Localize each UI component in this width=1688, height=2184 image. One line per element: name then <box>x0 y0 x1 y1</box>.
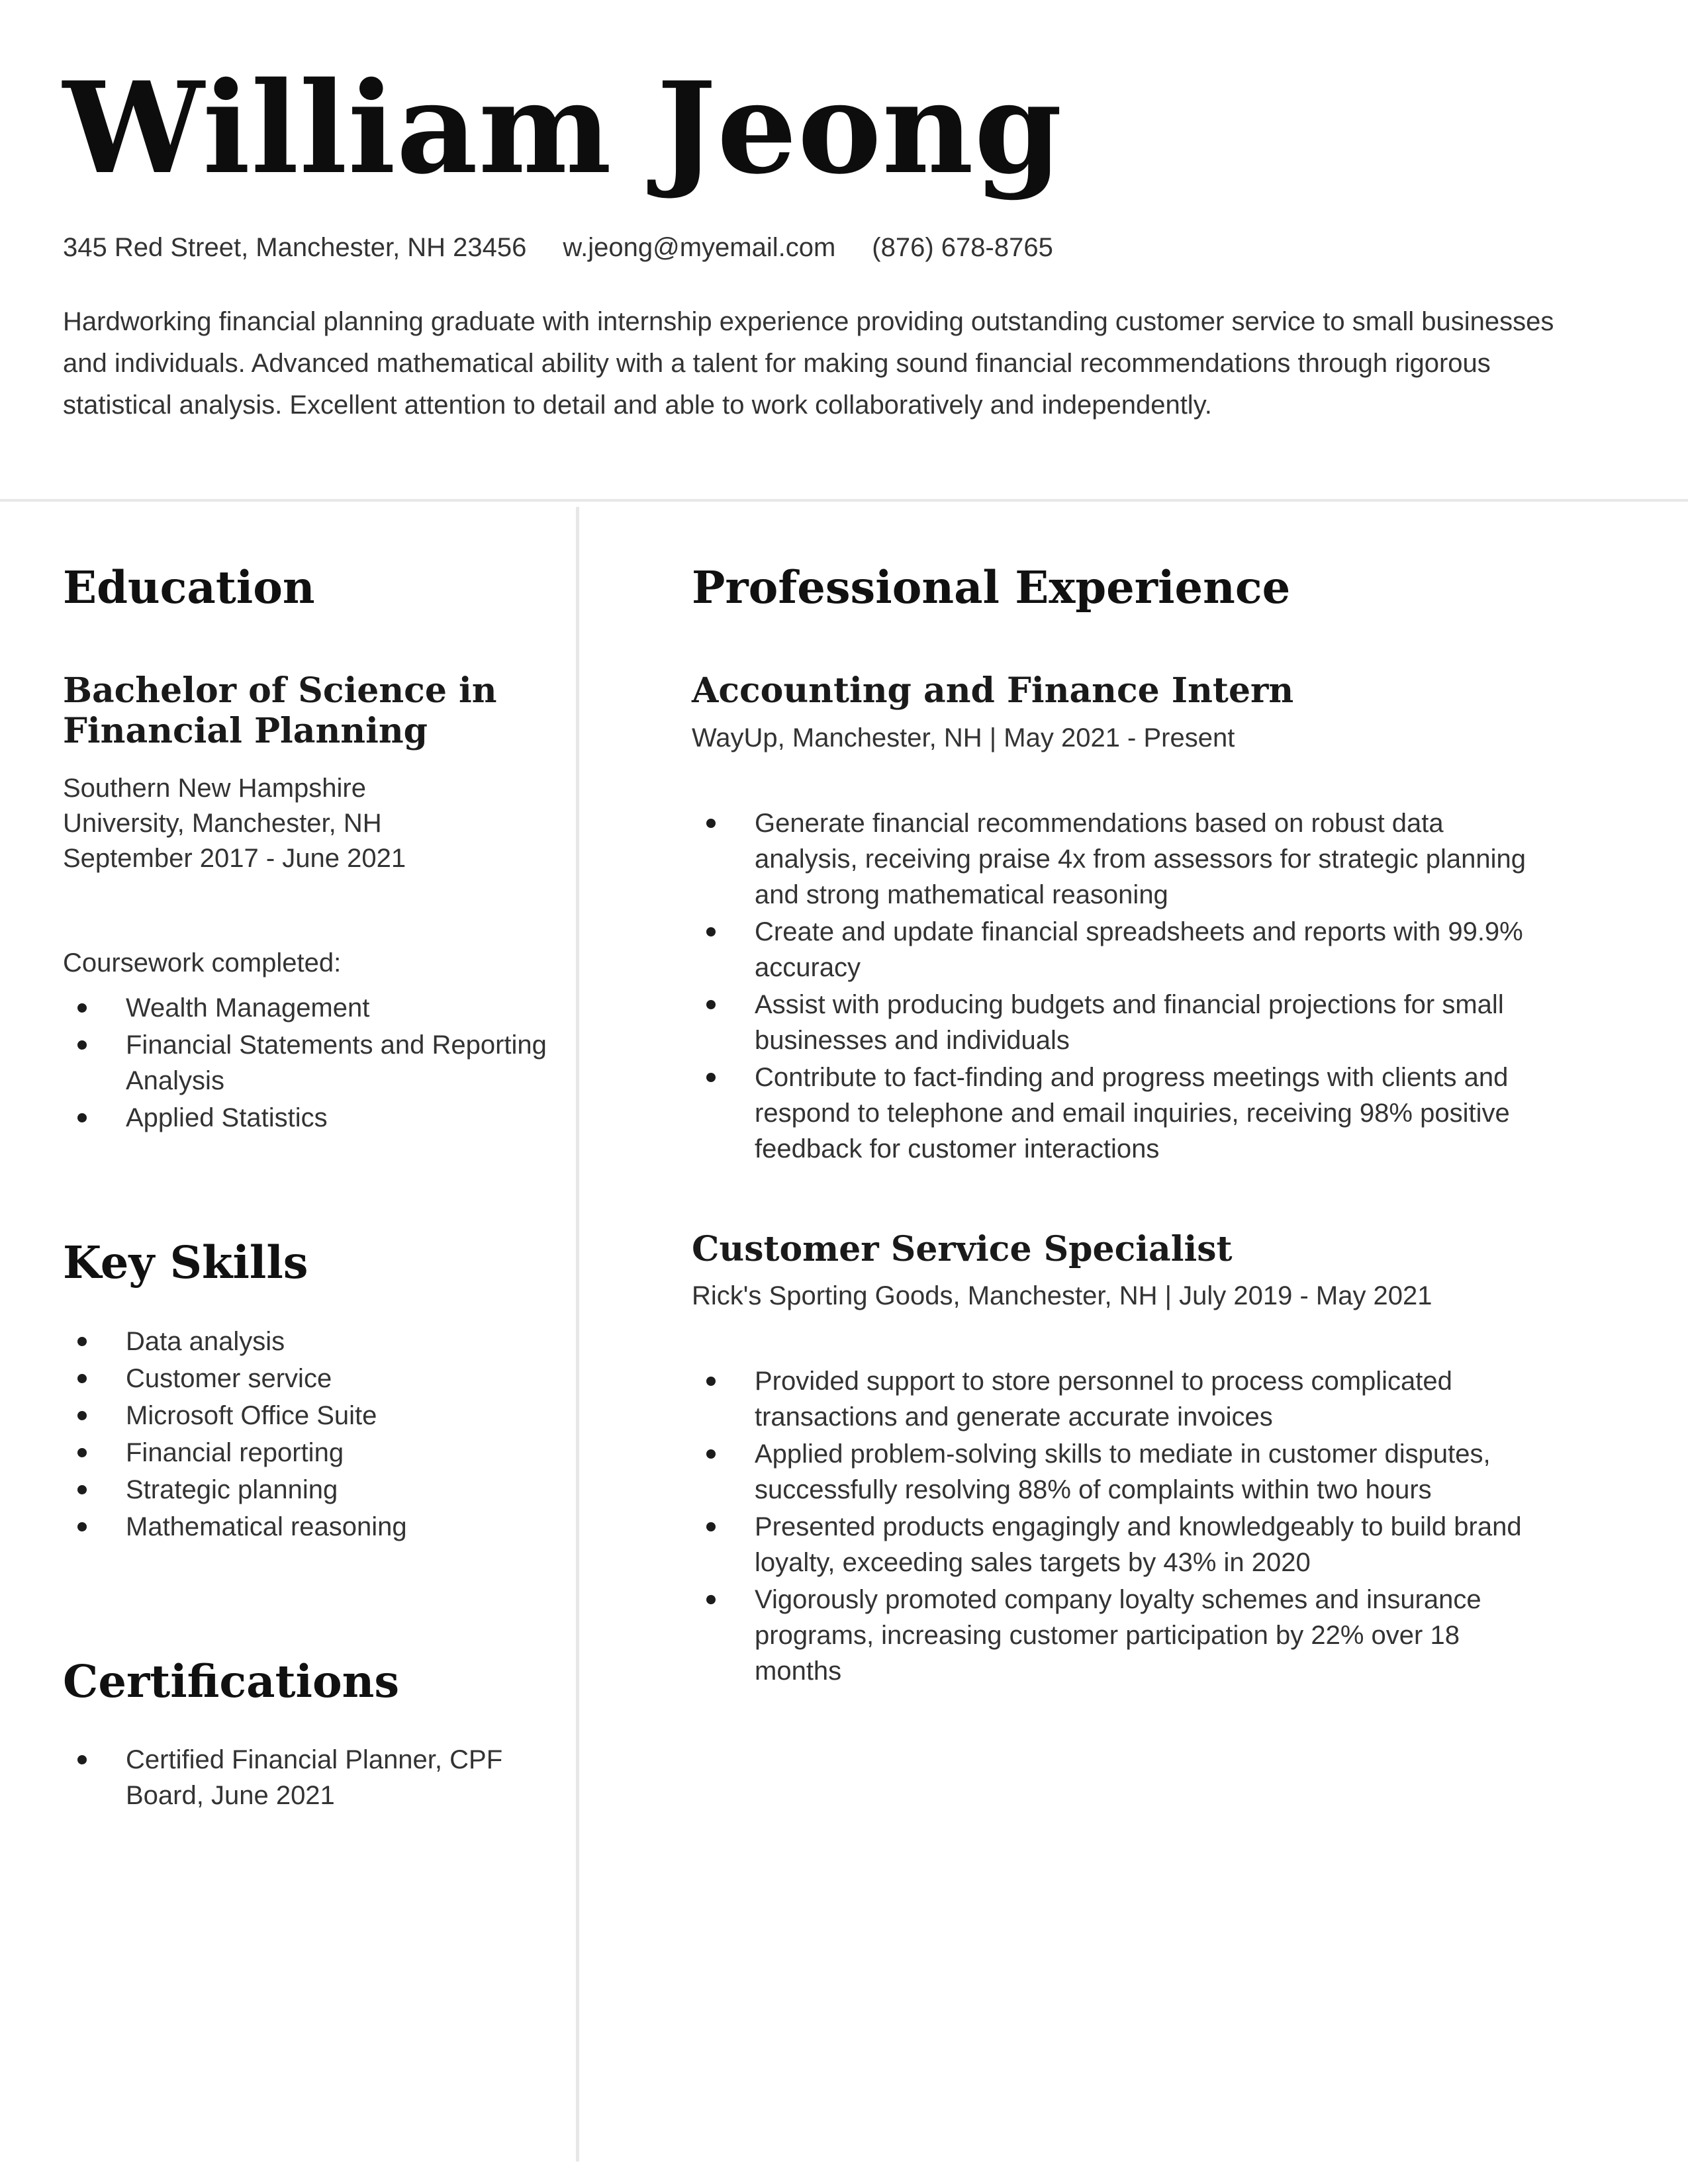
list-item: Presented products engagingly and knowledgeably to build brand loyalty, exceeding sales targets by 43% in 2020 <box>692 1509 1542 1580</box>
left-column <box>0 507 579 2161</box>
skills-list <box>63 1324 549 1545</box>
job-entry <box>692 671 1628 1166</box>
list-item: Customer service <box>63 1361 549 1396</box>
job-meta: WayUp, Manchester, NH | May 2021 - Present <box>692 723 1235 752</box>
list-item: Financial reporting <box>63 1435 549 1471</box>
job-bullets <box>692 1363 1628 1689</box>
job-entry <box>692 1230 1628 1689</box>
person-name: William Jeong <box>63 54 1063 202</box>
education-dates: September 2017 - June 2021 <box>63 843 406 873</box>
contact-line <box>63 233 1625 263</box>
list-item: Data analysis <box>63 1324 549 1359</box>
list-item: Applied problem-solving skills to mediate in customer disputes, successfully resolving 88% of complaints within two hours <box>692 1436 1542 1508</box>
certifications-heading: Certifications <box>63 1655 400 1707</box>
key-skills-heading: Key Skills <box>63 1236 308 1289</box>
list-item: Generate financial recommendations based on robust data analysis, receiving praise 4x from assessors for strategic planning and strong mathematical reasoning <box>692 805 1542 913</box>
list-item: Contribute to fact-finding and progress meetings with clients and respond to telephone and email inquiries, receiving 98% positive feedback for customer interactions <box>692 1060 1542 1167</box>
horizontal-divider <box>0 499 1688 502</box>
two-column-body <box>0 507 1688 2161</box>
list-item: Strategic planning <box>63 1472 549 1508</box>
certifications-list <box>63 1742 549 1813</box>
job-title: Accounting and Finance Intern <box>692 670 1294 711</box>
email-text: w.jeong@myemail.com <box>563 232 836 262</box>
list-item: Provided support to store personnel to process complicated transactions and generate accurate invoices <box>692 1363 1542 1435</box>
coursework-list <box>63 990 549 1136</box>
education-heading: Education <box>63 561 315 614</box>
school-text: Southern New Hampshire University, Manchester, NH <box>63 773 382 838</box>
phone-text: (876) 678-8765 <box>872 232 1053 262</box>
list-item: Applied Statistics <box>63 1100 549 1136</box>
list-item: Assist with producing budgets and financial projections for small businesses and individuals <box>692 987 1542 1058</box>
list-item: Vigorously promoted company loyalty schemes and insurance programs, increasing customer participation by 22% over 18 months <box>692 1582 1542 1689</box>
degree-title: Bachelor of Science in Financial Planning <box>63 670 497 751</box>
address-text: 345 Red Street, Manchester, NH 23456 <box>63 232 527 262</box>
list-item: Microsoft Office Suite <box>63 1398 549 1433</box>
list-item: Certified Financial Planner, CPF Board, June 2021 <box>63 1742 549 1813</box>
list-item: Financial Statements and Reporting Analysis <box>63 1027 549 1099</box>
job-bullets <box>692 805 1628 1167</box>
summary-text: Hardworking financial planning graduate with internship experience providing outstanding customer service to small businesses and individuals. Advanced mathematical ability with a talent for making sound financial recommendations through rigorous statistical analysis. Excellent attention to detail and able to work collaboratively and independently. <box>63 306 1554 420</box>
job-title: Customer Service Specialist <box>692 1228 1233 1269</box>
list-item: Mathematical reasoning <box>63 1509 549 1545</box>
right-column <box>579 507 1688 2161</box>
list-item: Wealth Management <box>63 990 549 1026</box>
coursework-label: Coursework completed: <box>63 948 342 978</box>
resume-header <box>0 0 1688 426</box>
list-item: Create and update financial spreadsheets and reports with 99.9% accuracy <box>692 914 1542 985</box>
job-meta: Rick's Sporting Goods, Manchester, NH | July 2019 - May 2021 <box>692 1281 1432 1310</box>
professional-experience-heading: Professional Experience <box>692 561 1291 614</box>
